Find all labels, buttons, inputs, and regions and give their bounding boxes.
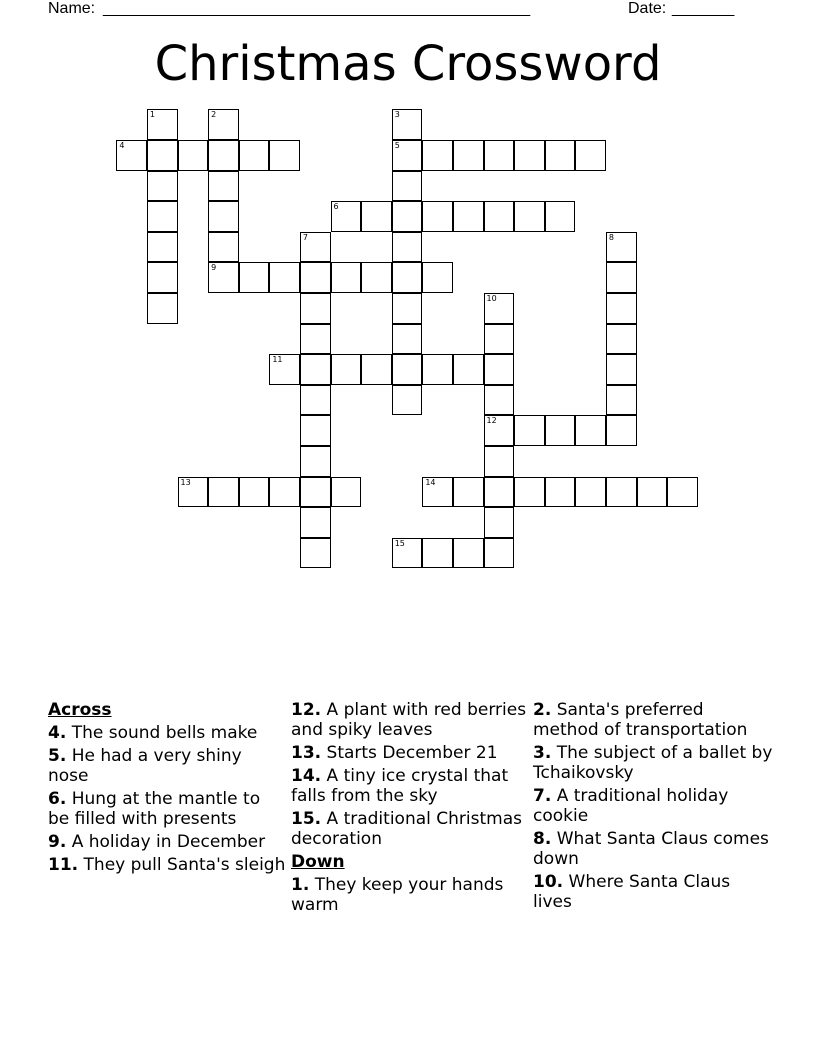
crossword-cell[interactable] (208, 201, 239, 232)
clue-text: What Santa Claus comes down (533, 829, 769, 869)
crossword-cell[interactable] (208, 232, 239, 263)
cell-number: 15 (394, 538, 405, 548)
cell-number: 4 (119, 140, 125, 150)
crossword-cell[interactable] (484, 201, 515, 232)
clue-text: A plant with red berries and spiky leaves (291, 700, 527, 740)
clue-text: The sound bells make (71, 723, 258, 743)
clue-text: Santa's preferred method of transportation (533, 700, 748, 740)
cell-number: 2 (211, 110, 217, 120)
crossword-cell[interactable] (361, 354, 392, 385)
crossword-cell[interactable] (575, 477, 606, 508)
cell-number: 11 (272, 355, 283, 365)
crossword-cell[interactable] (422, 262, 453, 293)
clue-down-3 (533, 743, 773, 783)
crossword-cell[interactable] (606, 477, 637, 508)
crossword-cell[interactable] (606, 415, 637, 446)
clue-text: A tiny ice crystal that falls from the sky (291, 766, 509, 806)
clue-number: 12. (291, 700, 322, 720)
crossword-cell[interactable] (331, 262, 362, 293)
crossword-cell[interactable] (392, 538, 423, 569)
crossword-cell[interactable] (208, 171, 239, 202)
crossword-cell[interactable] (484, 538, 515, 569)
crossword-cell[interactable] (361, 262, 392, 293)
down-heading: Down (291, 852, 345, 872)
clue-across-12 (291, 700, 531, 740)
crossword-cell[interactable] (575, 140, 606, 171)
crossword-cell[interactable] (392, 354, 423, 385)
cell-number: 9 (211, 263, 217, 273)
crossword-cell[interactable] (300, 262, 331, 293)
crossword-cell[interactable] (147, 171, 178, 202)
crossword-cell[interactable] (300, 293, 331, 324)
clue-down-1 (291, 875, 531, 915)
crossword-cell[interactable] (392, 324, 423, 355)
crossword-cell[interactable] (239, 262, 270, 293)
crossword-cell[interactable] (392, 140, 423, 171)
crossword-cell[interactable] (453, 354, 484, 385)
crossword-cell[interactable] (453, 538, 484, 569)
crossword-cell[interactable] (392, 262, 423, 293)
crossword-cell[interactable] (147, 201, 178, 232)
crossword-cell[interactable] (392, 171, 423, 202)
date-blank[interactable]: _______ (672, 0, 735, 17)
clue-down-10 (533, 872, 773, 912)
cell-number: 12 (486, 416, 497, 426)
crossword-cell[interactable] (300, 354, 331, 385)
clue-down-8 (533, 829, 773, 869)
crossword-cell[interactable] (239, 477, 270, 508)
clues-column-2 (291, 700, 531, 918)
crossword-cell[interactable] (269, 262, 300, 293)
clue-across-11 (48, 855, 286, 875)
crossword-cell[interactable] (575, 415, 606, 446)
crossword-cell[interactable] (392, 293, 423, 324)
clue-across-6 (48, 789, 286, 829)
crossword-cell[interactable] (484, 446, 515, 477)
clue-across-13 (291, 743, 531, 763)
crossword-cell[interactable] (606, 262, 637, 293)
clue-text: Hung at the mantle to be filled with presents (48, 789, 261, 829)
clue-number: 2. (533, 700, 552, 720)
crossword-cell[interactable] (208, 109, 239, 140)
crossword-cell[interactable] (178, 477, 209, 508)
crossword-cell[interactable] (484, 324, 515, 355)
crossword-cell[interactable] (484, 354, 515, 385)
crossword-cell[interactable] (331, 201, 362, 232)
crossword-cell[interactable] (300, 232, 331, 263)
clues-column-3 (533, 700, 773, 915)
clue-text: They pull Santa's sleigh (83, 855, 286, 875)
crossword-cell[interactable] (484, 293, 515, 324)
crossword-cell[interactable] (637, 477, 668, 508)
clue-number: 3. (533, 743, 552, 763)
crossword-cell[interactable] (269, 140, 300, 171)
crossword-cell[interactable] (484, 385, 515, 416)
clue-down-7 (533, 786, 773, 826)
crossword-cell[interactable] (484, 507, 515, 538)
crossword-cell[interactable] (300, 385, 331, 416)
name-label: Name: (48, 0, 96, 17)
page-title: Christmas Crossword (154, 36, 662, 92)
crossword-cell[interactable] (514, 140, 545, 171)
clue-across-9 (48, 832, 286, 852)
crossword-cell[interactable] (392, 109, 423, 140)
crossword-cell[interactable] (606, 324, 637, 355)
crossword-cell[interactable] (422, 354, 453, 385)
crossword-cell[interactable] (116, 140, 147, 171)
crossword-cell[interactable] (453, 477, 484, 508)
crossword-cell[interactable] (514, 415, 545, 446)
crossword-cell[interactable] (422, 477, 453, 508)
crossword-cell[interactable] (606, 293, 637, 324)
clue-number: 4. (48, 723, 67, 743)
cell-number: 14 (425, 477, 436, 487)
crossword-cell[interactable] (545, 415, 576, 446)
crossword-cell[interactable] (422, 538, 453, 569)
crossword-cell[interactable] (392, 201, 423, 232)
crossword-cell[interactable] (300, 415, 331, 446)
across-heading: Across (48, 700, 112, 720)
cell-number: 13 (180, 477, 191, 487)
crossword-cell[interactable] (300, 324, 331, 355)
clue-number: 9. (48, 832, 67, 852)
clues-column-1 (48, 700, 286, 878)
crossword-cell[interactable] (392, 232, 423, 263)
crossword-cell[interactable] (545, 201, 576, 232)
clue-across-5 (48, 746, 286, 786)
clue-down-2 (533, 700, 773, 740)
crossword-cell[interactable] (331, 477, 362, 508)
clue-text: A traditional Christmas decoration (291, 809, 522, 849)
name-blank[interactable]: ________________________________________________ (103, 0, 531, 17)
cell-number: 3 (394, 110, 400, 120)
clue-number: 11. (48, 855, 79, 875)
crossword-cell[interactable] (545, 477, 576, 508)
date-label: Date: (628, 0, 667, 17)
clue-text: Where Santa Claus lives (533, 872, 731, 912)
crossword-cell[interactable] (300, 538, 331, 569)
crossword-cell[interactable] (147, 140, 178, 171)
cell-number: 8 (608, 232, 614, 242)
clue-number: 13. (291, 743, 322, 763)
crossword-cell[interactable] (147, 232, 178, 263)
clue-number: 5. (48, 746, 67, 766)
cell-number: 10 (486, 293, 497, 303)
crossword-cell[interactable] (208, 262, 239, 293)
crossword-cell[interactable] (300, 477, 331, 508)
cell-number: 6 (333, 202, 339, 212)
crossword-cell[interactable] (147, 109, 178, 140)
clue-number: 7. (533, 786, 552, 806)
crossword-cell[interactable] (453, 140, 484, 171)
clue-text: He had a very shiny nose (48, 746, 242, 786)
crossword-cell[interactable] (484, 415, 515, 446)
crossword-cell[interactable] (208, 477, 239, 508)
crossword-cell[interactable] (484, 477, 515, 508)
clue-number: 14. (291, 766, 322, 786)
clue-number: 8. (533, 829, 552, 849)
crossword-cell[interactable] (147, 262, 178, 293)
clue-number: 6. (48, 789, 67, 809)
crossword-cell[interactable] (269, 477, 300, 508)
crossword-cell[interactable] (453, 201, 484, 232)
clue-text: A traditional holiday cookie (533, 786, 729, 826)
crossword-cell[interactable] (667, 477, 698, 508)
crossword-cell[interactable] (422, 140, 453, 171)
cell-number: 5 (394, 140, 400, 150)
crossword-cell[interactable] (147, 293, 178, 324)
crossword-cell[interactable] (392, 385, 423, 416)
crossword-cell[interactable] (606, 385, 637, 416)
crossword-cell[interactable] (269, 354, 300, 385)
clue-number: 1. (291, 875, 310, 895)
crossword-cell[interactable] (606, 354, 637, 385)
crossword-cell[interactable] (484, 140, 515, 171)
clue-across-4 (48, 723, 286, 743)
crossword-cell[interactable] (331, 354, 362, 385)
clue-number: 10. (533, 872, 564, 892)
crossword-cell[interactable] (361, 201, 392, 232)
crossword-cell[interactable] (514, 477, 545, 508)
clue-text: The subject of a ballet by Tchaikovsky (533, 743, 773, 783)
crossword-cell[interactable] (545, 140, 576, 171)
crossword-cell[interactable] (300, 446, 331, 477)
crossword-cell[interactable] (300, 507, 331, 538)
clue-number: 15. (291, 809, 322, 829)
cell-number: 1 (149, 110, 155, 120)
crossword-cell[interactable] (178, 140, 209, 171)
clue-text: Starts December 21 (326, 743, 498, 763)
clue-across-15 (291, 809, 531, 849)
clue-across-14 (291, 766, 531, 806)
cell-number: 7 (302, 232, 308, 242)
crossword-cell[interactable] (239, 140, 270, 171)
crossword-cell[interactable] (606, 232, 637, 263)
crossword-cell[interactable] (208, 140, 239, 171)
crossword-cell[interactable] (422, 201, 453, 232)
clue-text: A holiday in December (71, 832, 266, 852)
crossword-cell[interactable] (514, 201, 545, 232)
clue-text: They keep your hands warm (291, 875, 504, 915)
